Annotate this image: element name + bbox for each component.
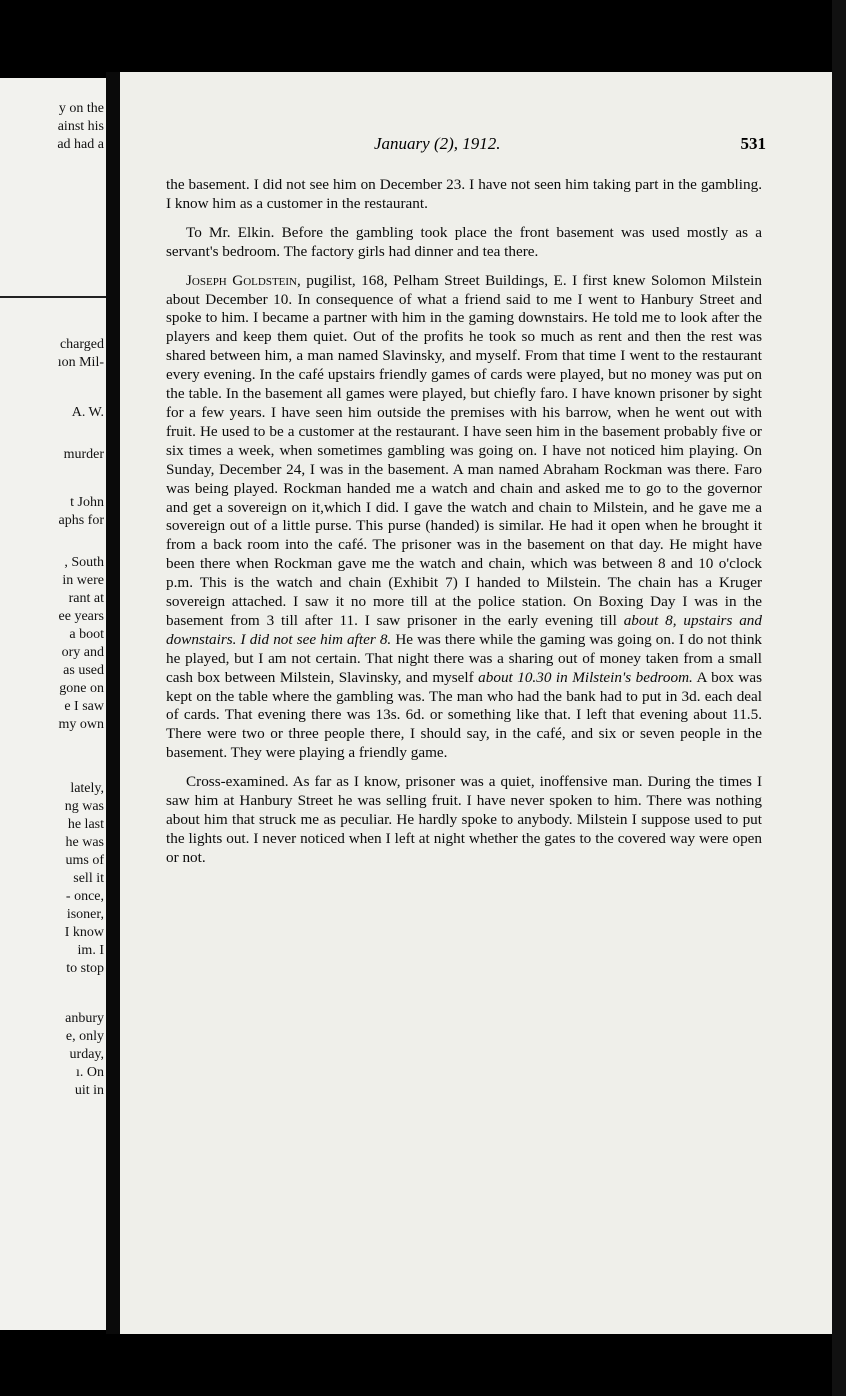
facing-page-fragment: charged bbox=[59, 337, 104, 352]
facing-page-fragment: rant at bbox=[68, 591, 104, 606]
facing-page-fragment: ı. On bbox=[76, 1065, 104, 1080]
facing-page-fragment: in were bbox=[62, 573, 104, 588]
running-header bbox=[166, 134, 766, 156]
document-page bbox=[120, 72, 832, 1334]
facing-page-fragment: urday, bbox=[69, 1047, 104, 1062]
facing-page-fragment: he was bbox=[65, 835, 104, 850]
facing-page-fragment: ng was bbox=[64, 799, 104, 814]
facing-page-fragment: gone on bbox=[59, 681, 104, 696]
testimony-part-a: , pugilist, 168, Pelham Street Buildings, E. I first knew Solomon Milstein about December 10. In consequence of what a friend said to me I went to Hanbury Street and spoke to him. I became a partner with him in the gaming downstairs. He told me to look after the players and keep them quiet. Out of the profits he took so much as rent and then the rest was shared between him, a man named Slavinsky, and myself. From that time I went to the restaurant every evening. In the café upstairs friendly games of cards were played, but no money was put on the table. In the basement all games were played, but chiefly faro. I have known prisoner by sight for a few years. I have seen him outside the premises with his barrow, when he went out with fruit. He used to be a customer at the restaurant. I have seen him in the basement probably five or six times a week, when sometimes gambling was going on. I have not noticed him playing. On Sunday, December 24, I was in the basement. A man named Abraham Rockman was there. Faro was being played. Rockman handed me a watch and chain and asked me to go to the governor and get a sovereign on it,which I did. I gave the watch and chain to Milstein, and he gave me a sovereign out of a little purse. This purse (handed) is similar. He had it open when he brought it from a back room into the café. The prisoner was in the basement on that day. He might have been there when Rockman gave me the watch and chain, which was between 8 and 10 o'clock p.m. This is the watch and chain (Exhibit 7) I handed to Milstein. The chain has a Kruger sovereign attached. I saw it no more till at the police station. On Boxing Day I was in the basement from 3 till after 11. I saw prisoner in the early evening till bbox=[166, 271, 762, 629]
facing-page-fragment: ums of bbox=[65, 853, 104, 868]
paragraph-continuation: the basement. I did not see him on December 23. I have not seen him taking part in the gambling. I know him as a customer in the restaurant. bbox=[166, 176, 762, 212]
facing-page-fragment: as used bbox=[63, 663, 104, 678]
witness-name: Joseph Goldstein bbox=[186, 271, 297, 289]
facing-page-fragment: I know bbox=[64, 925, 104, 940]
facing-page-fragment: e, only bbox=[65, 1029, 104, 1044]
testimony-part-b: He was there while the gaming was going on. I do not think he played, but I am not certain. That night there was a sharing out of money taken from a small cash box between Milstein, Slavinsky, and myself bbox=[166, 630, 763, 686]
facing-page-fragment: ee years bbox=[58, 609, 104, 624]
testimony-italic-2: about 10.30 in Milstein's bedroom. bbox=[478, 668, 693, 686]
facing-page-fragment: my own bbox=[58, 717, 104, 732]
paragraph-goldstein-testimony bbox=[166, 272, 762, 764]
facing-page-fragment: he last bbox=[67, 817, 104, 832]
facing-page-fragment: ıon Mil- bbox=[57, 355, 104, 370]
facing-page-fragment: ory and bbox=[61, 645, 104, 660]
facing-page-fragment: murder bbox=[63, 447, 104, 462]
testimony-italic-1: about 8, upstairs and downstairs. I did not see him after 8. bbox=[166, 611, 762, 648]
facing-page-edge bbox=[0, 78, 108, 1330]
facing-page-fragment: anbury bbox=[65, 1011, 104, 1026]
testimony-part-c: A box was kept on the table where the gambling was. The man who had the bank had to put in 3d. each deal of cards. That evening there was 13s. 6d. or something like that. I left that evening about 11.5. There were two or three people there, I should say, in the café, and six or seven people in the basement. They were playing a friendly game. bbox=[166, 668, 763, 762]
facing-page-fragment: aphs for bbox=[58, 513, 104, 528]
facing-page-fragment: t John bbox=[70, 495, 104, 510]
facing-page-fragment: a boot bbox=[69, 627, 104, 642]
facing-page-fragment: sell it bbox=[73, 871, 104, 886]
paragraph-cross-examined: Cross-examined. As far as I know, prisoner was a quiet, inoffensive man. During the times I saw him at Hanbury Street he was selling fruit. I have never spoken to him. There was nothing about him that struck me as peculiar. He hardly spoke to anybody. Milstein I suppose used to put the lights out. I never noticed when I left at night whether the gates to the covered way were open or not. bbox=[166, 773, 762, 866]
book-gutter bbox=[106, 72, 120, 1334]
body-text bbox=[166, 176, 762, 878]
facing-page-fragment: A. W. bbox=[71, 405, 104, 420]
right-edge-shadow bbox=[832, 0, 846, 1396]
page-number: 531 bbox=[740, 134, 766, 153]
facing-page-fragment: , South bbox=[64, 555, 104, 570]
facing-page-fragment: uit in bbox=[74, 1083, 104, 1098]
facing-page-fragment: lately, bbox=[70, 781, 104, 796]
facing-page-fragment: isoner, bbox=[66, 907, 104, 922]
header-date: January (2), 1912. bbox=[374, 134, 501, 153]
facing-page-fragment: ainst his bbox=[57, 119, 104, 134]
facing-page-fragment: y on the bbox=[58, 101, 104, 116]
facing-page-fragment: - once, bbox=[65, 889, 104, 904]
facing-page-fragment: to stop bbox=[66, 961, 104, 976]
section-rule bbox=[0, 296, 108, 298]
facing-page-fragment: ad had a bbox=[57, 137, 104, 152]
facing-page-fragment: im. I bbox=[77, 943, 104, 958]
paragraph-elkin: To Mr. Elkin. Before the gambling took place the front basement was used mostly as a servant's bedroom. The factory girls had dinner and tea there. bbox=[166, 223, 762, 260]
facing-page-fragment: e I saw bbox=[64, 699, 104, 714]
